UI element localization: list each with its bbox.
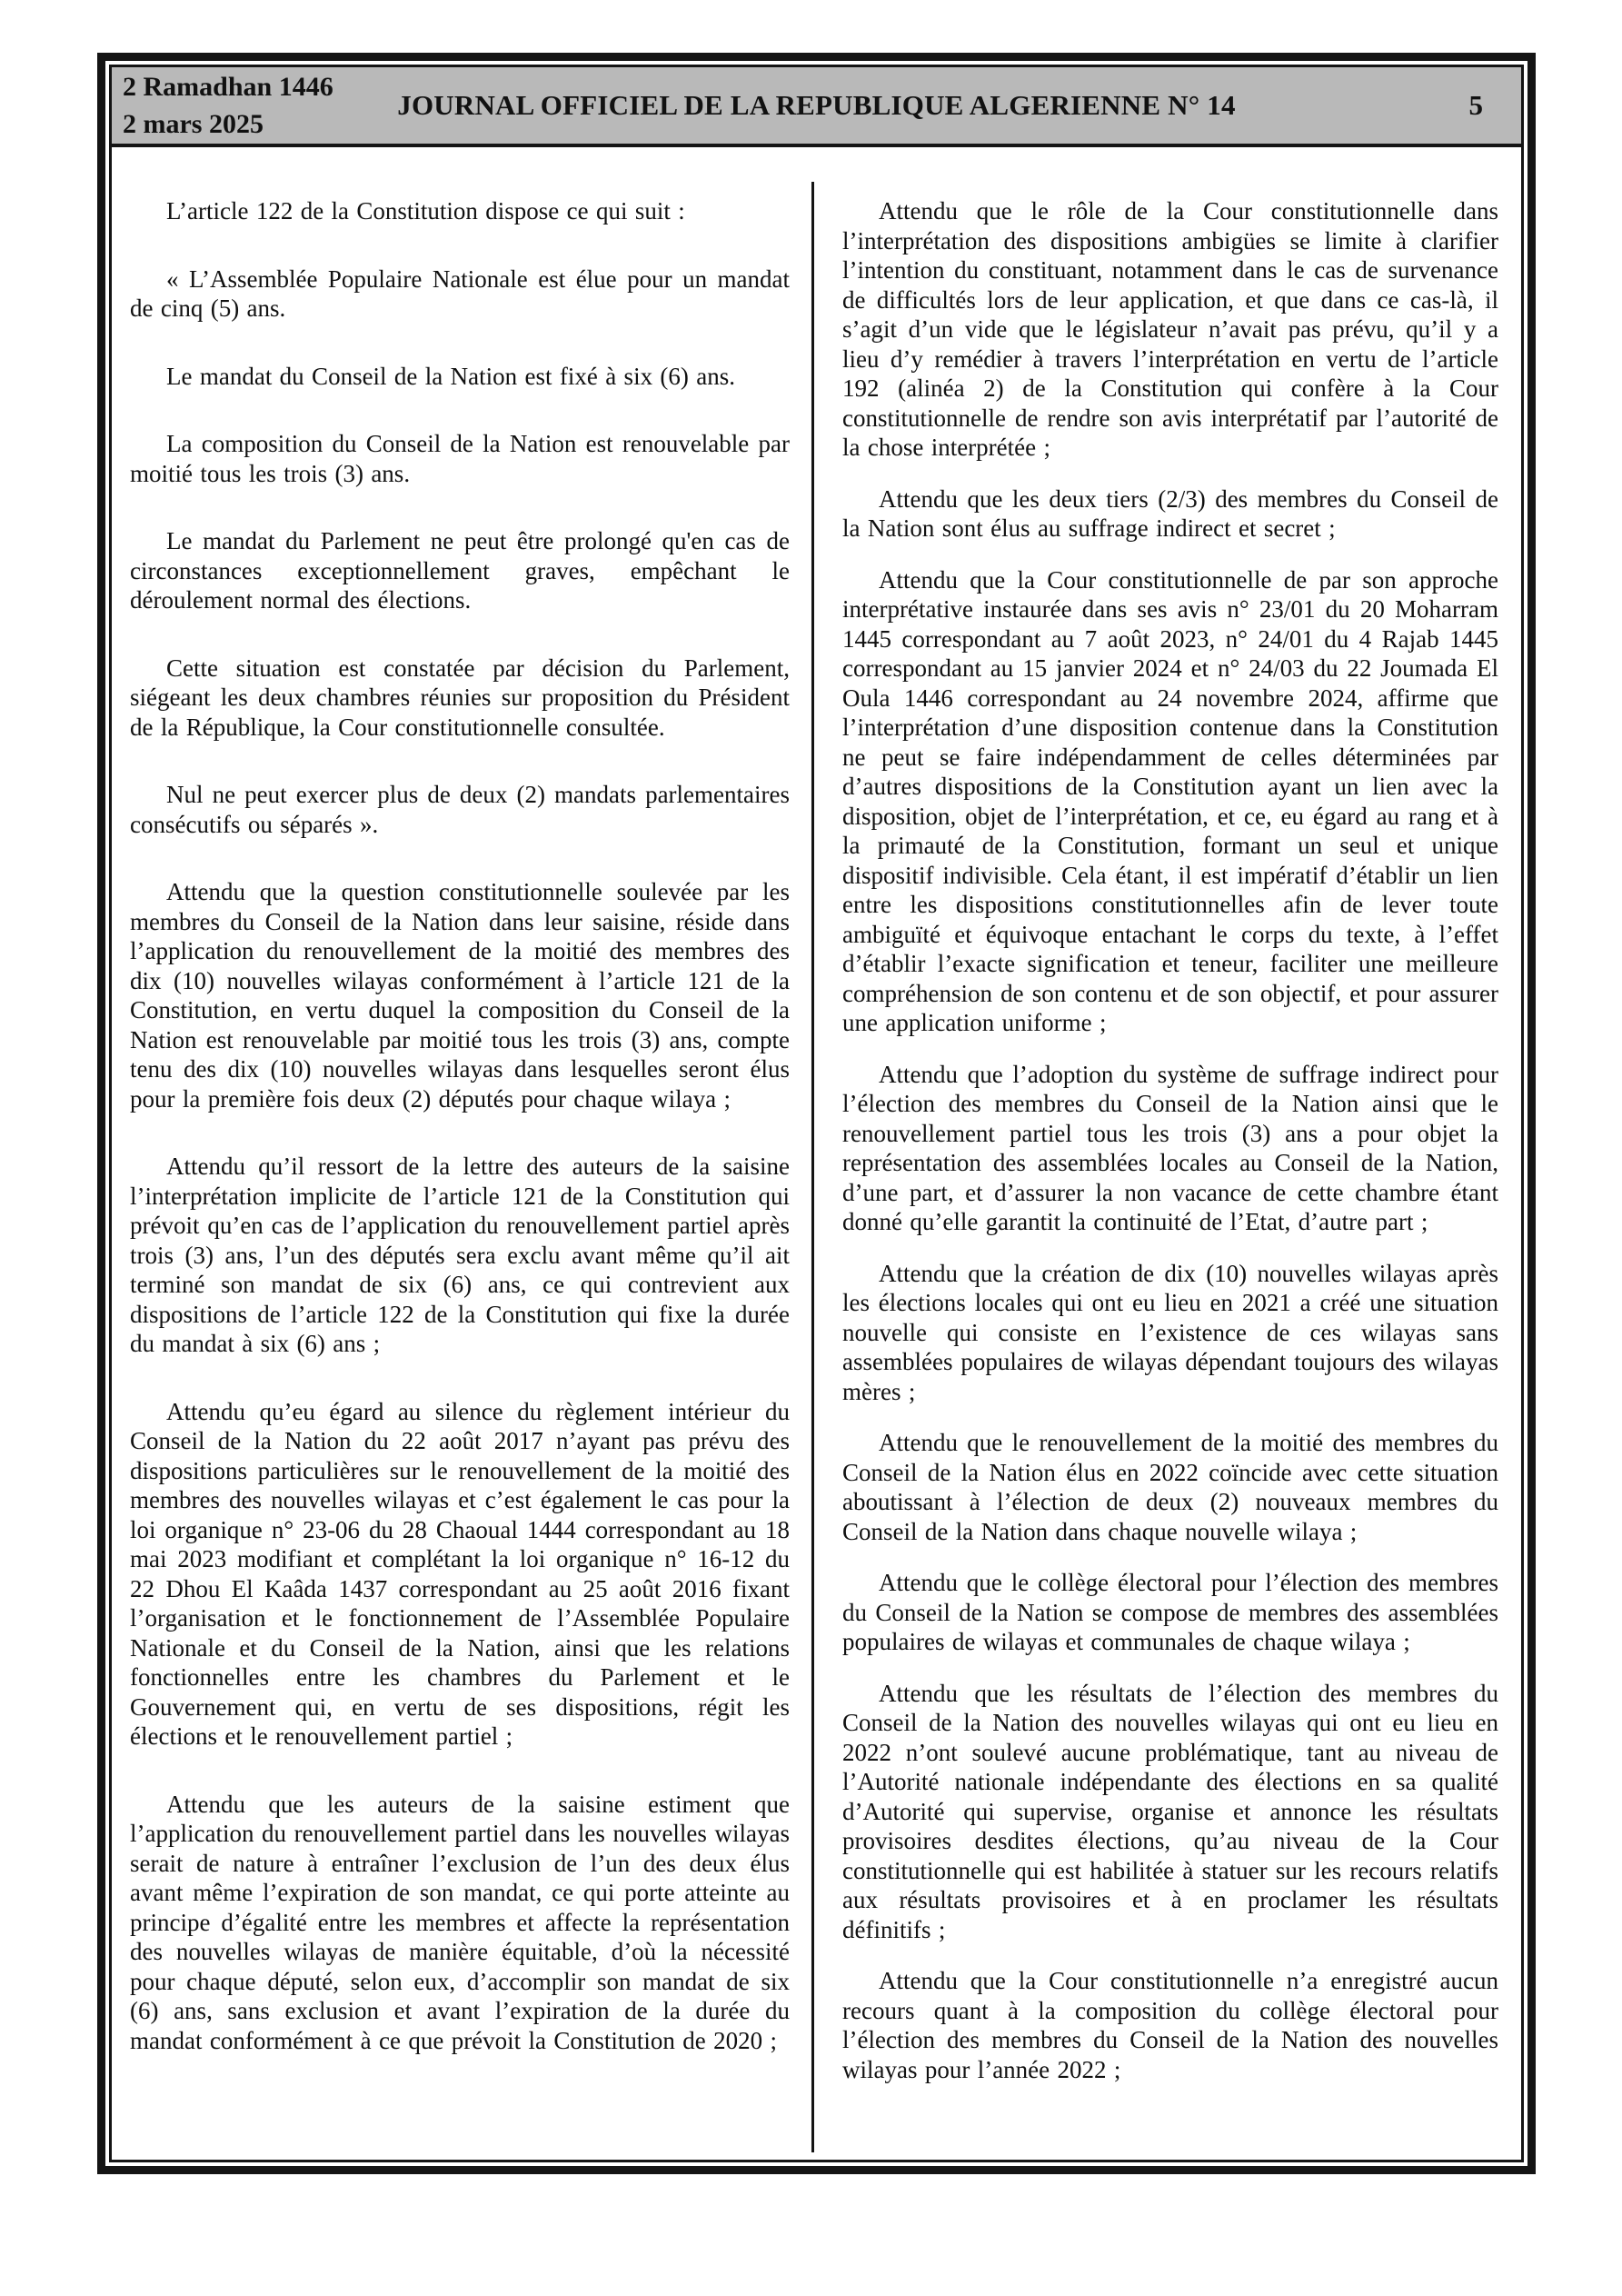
paragraph: L’article 122 de la Constitution dispose ce qui suit :	[166, 197, 685, 225]
paragraph: Attendu qu’eu égard au silence du règlement intérieur du Conseil de la Nation du 22 août 2017 n’ayant pas prévu des dispositions particulières sur le renouvellement de la moitié des membres des nouvelles wilayas et c’est également le cas pour la loi organique n° 23-06 du 28 Chaoual 1444 correspondant au 18 mai 2023 modifiant et complétant la loi organique n° 16-12 du 22 Dhou El Kaâda 1437 correspondant au 25 août 2016 fixant l’organisation et le fonctionnement de l’Assemblée Populaire Nationale et du Conseil de la Nation, ainsi que les relations fonctionnelles entre les chambres du Parlement et le Gouvernement qui, en vertu de ses dispositions, régit les élections et le renouvellement partiel ;	[130, 1397, 790, 1750]
page-frame-inner	[109, 65, 1524, 2162]
column-divider-rule	[811, 182, 814, 2152]
paragraph: Cette situation est constatée par décision du Parlement, siégeant les deux chambres réunies sur proposition du Président de la République, la Cour constitutionnelle consultée.	[130, 654, 790, 741]
paragraph: Le mandat du Parlement ne peut être prolongé qu'en cas de circonstances exceptionnellement graves, empêchant le déroulement normal des élections.	[130, 527, 790, 614]
columns-area	[112, 147, 1521, 2160]
paragraph: Nul ne peut exercer plus de deux (2) mandats parlementaires consécutifs ou séparés ».	[130, 781, 790, 838]
journal-title: JOURNAL OFFICIEL DE LA REPUBLIQUE ALGERIENNE N° 14	[397, 89, 1236, 121]
date-hijri: 2 Ramadhan 1446	[123, 72, 333, 102]
paragraph: Attendu que le collège électoral pour l’élection des membres du Conseil de la Nation se compose de membres des assemblées populaires de wilayas et communales de chaque wilaya ;	[842, 1569, 1498, 1655]
paragraph: Attendu que l’adoption du système de suffrage indirect pour l’élection des membres du Conseil de la Nation ainsi que le renouvellement partiel tous les trois (3) ans a pour objet la représentation des assemblées locales au Conseil de la Nation, d’une part, et d’assurer la non vacance de cette chambre étant donné qu’elle garantit la continuité de l’Etat, d’autre part ;	[842, 1060, 1498, 1235]
page-frame	[97, 53, 1536, 2174]
date-gregorian: 2 mars 2025	[123, 109, 264, 139]
paragraph: Le mandat du Conseil de la Nation est fixé à six (6) ans.	[166, 362, 736, 390]
paragraph: Attendu que la création de dix (10) nouvelles wilayas après les élections locales qui ont eu lieu en 2021 a créé une situation nouvelle qui consiste en l’existence de ces wilayas sans assemblées populaires de wilayas dépendant toujours des wilayas mères ;	[842, 1259, 1498, 1405]
paragraph: Attendu que la Cour constitutionnelle n’a enregistré aucun recours quant à la composition du collège électoral pour l’élection des membres du Conseil de la Nation des nouvelles wilayas pour l’année 2022 ;	[842, 1967, 1498, 2083]
paragraph: La composition du Conseil de la Nation est renouvelable par moitié tous les trois (3) ans.	[130, 430, 790, 487]
paragraph: Attendu qu’il ressort de la lettre des auteurs de la saisine l’interprétation implicite de l’article 121 de la Constitution qui prévoit qu’en cas de l’application du renouvellement partiel après trois (3) ans, l’un des députés sera exclu avant même qu’il ait terminé son mandat de six (6) ans, ce qui contrevient aux dispositions de l’article 122 de la Constitution qui fixe la durée du mandat à six (6) ans ;	[130, 1153, 790, 1357]
page-number: 5	[1468, 89, 1483, 121]
right-column	[842, 196, 1498, 2154]
paragraph: Attendu que le renouvellement de la moitié des membres du Conseil de la Nation élus en 2022 coïncide avec cette situation aboutissant à l’élection de deux (2) nouveaux membres du Conseil de la Nation dans chaque nouvelle wilaya ;	[842, 1429, 1498, 1545]
paragraph: Attendu que les auteurs de la saisine estiment que l’application du renouvellement partiel dans les nouvelles wilayas serait de nature à entraîner l’exclusion de l’un des deux élus avant même l’expiration de son mandat, ce qui porte atteinte au principe d’égalité entre les membres et affecte la représentation des nouvelles wilayas de manière équitable, d’où la nécessité pour chaque député, selon eux, d’accomplir son mandat de six (6) ans, sans exclusion et avant l’expiration de la durée du mandat conformément à ce que prévoit la Constitution de 2020 ;	[130, 1790, 790, 2054]
paragraph: « L’Assemblée Populaire Nationale est élue pour un mandat de cinq (5) ans.	[130, 265, 790, 322]
left-column	[130, 196, 790, 2154]
paragraph: Attendu que le rôle de la Cour constitutionnelle dans l’interprétation des dispositions ambigües se limite à clarifier l’intention du constituant, notamment dans le cas de survenance de difficultés lors de leur application, et que dans ce cas-là, il s’agit d’un vide que le législateur n’avait pas prévu, qu’il y a lieu d’y remédier à travers l’interprétation en vertu de l’article 192 (alinéa 2) de la Constitution qui confère à la Cour constitutionnelle de rendre son avis interprétatif par l’autorité de la chose interprétée ;	[842, 197, 1498, 461]
paragraph: Attendu que la Cour constitutionnelle de par son approche interprétative instaurée dans ses avis n° 23/01 du 20 Moharram 1445 correspondant au 7 août 2023, n° 24/01 du 4 Rajab 1445 correspondant au 15 janvier 2024 et n° 24/03 du 22 Joumada El Oula 1446 correspondant au 24 novembre 2024, affirme que l’interprétation d’une disposition contenue dans la Constitution ne peut se faire indépendamment de celles déterminées par d’autres dispositions de la Constitution ayant un lien avec la disposition, objet de l’interprétation, et ce, eu égard au rang et à la primauté de la Constitution, formant un seul et unique dispositif indivisible. Cela étant, il est impératif d’établir un lien entre les dispositions constitutionnelles afin de lever toute ambiguïté et équivoque entachant le corps du texte, à l’effet d’établir l’exacte signification et teneur, faciliter une meilleure compréhension de son contenu et de son objectif, et pour assurer une application uniforme ;	[842, 565, 1498, 1036]
masthead	[112, 67, 1521, 147]
paragraph: Attendu que la question constitutionnelle soulevée par les membres du Conseil de la Nation dans leur saisine, réside dans l’application du renouvellement de la moitié des membres des dix (10) nouvelles wilayas conformément à l’article 121 de la Constitution, en vertu duquel la composition du Conseil de la Nation est renouvelable par moitié tous les trois (3) ans, compte tenu des dix (10) nouvelles wilayas dans lesquelles seront élus pour la première fois deux (2) députés pour chaque wilaya ;	[130, 878, 790, 1113]
paragraph: Attendu que les deux tiers (2/3) des membres du Conseil de la Nation sont élus au suffrage indirect et secret ;	[842, 484, 1498, 542]
paragraph: Attendu que les résultats de l’élection des membres du Conseil de la Nation des nouvelles wilayas qui ont eu lieu en 2022 n’ont soulevé aucune problématique, tant au niveau de l’Autorité nationale indépendante des élections en sa qualité d’Autorité qui supervise, organise et annonce les résultats provisoires desdites élections, qu’au niveau de la Cour constitutionnelle qui est habilitée à statuer sur les recours relatifs aux résultats provisoires et à en proclamer les résultats définitifs ;	[842, 1679, 1498, 1943]
